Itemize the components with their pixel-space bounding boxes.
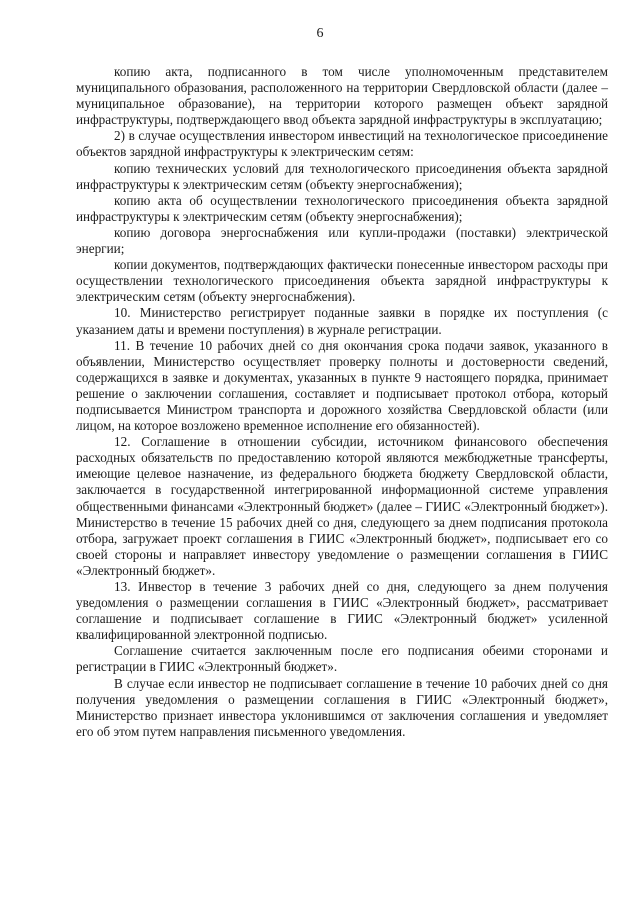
paragraph-tech-conditions: копию технических условий для технологического присоединения объекта зарядной инфраструктуры к электрическим сетям (объекту энергоснабжения);	[76, 160, 608, 192]
paragraph-act-copy: копию акта, подписанного в том числе уполномоченным представителем муниципального образования, расположенного на территории Свердловской области (далее – муниципальное образование), на территории которого размещен объект зарядной инфраструктуры, подтверждающего ввод объекта зарядной инфраструктуры в эксплуатацию;	[76, 64, 608, 128]
document-body	[76, 64, 608, 740]
page-number: 6	[316, 26, 324, 41]
paragraph-connection-act: копию акта об осуществлении технологического присоединения объекта зарядной инфраструктуры к электрическим сетям (объекту энергоснабжения);	[76, 192, 608, 224]
paragraph-supply-contract: копию договора энергоснабжения или купли-продажи (поставки) электрической энергии;	[76, 224, 608, 257]
paragraph-clause-11: 11. В течение 10 рабочих дней со дня окончания срока подачи заявок, указанного в объявлении, Министерство осуществляет проверку полноты и достоверности сведений, содержащихся в заявке и документах, указанных в пункте 9 настоящего порядка, принимает решение о заключении соглашения, составляет и подписывает протокол отбора, который подписывается Министром транспорта и дорожного хозяйства Свердловской области (или лицом, на которое возложено временное исполнение его обязанностей).	[76, 337, 608, 434]
paragraph-expense-documents: копии документов, подтверждающих фактически понесенные инвестором расходы при осуществлении технологического присоединения объекта зарядной инфраструктуры к электрическим сетям (объекту энергоснабжения).	[76, 257, 608, 305]
paragraph-item-2: 2) в случае осуществления инвестором инвестиций на технологическое присоединение объектов зарядной инфраструктуры к электрическим сетям:	[76, 128, 608, 160]
paragraph-agreement-concluded: Соглашение считается заключенным после его подписания обеими сторонами и регистрации в ГИИС «Электронный бюджет».	[76, 643, 608, 675]
paragraph-investor-evasion: В случае если инвестор не подписывает соглашение в течение 10 рабочих дней со дня получения уведомления о размещении соглашения в ГИИС «Электронный бюджет», Министерство признает инвестора уклонившимся от заключения соглашения и уведомляет его об этом путем направления письменного уведомления.	[76, 675, 608, 739]
paragraph-clause-13: 13. Инвестор в течение 3 рабочих дней со дня, следующего за днем получения уведомления о размещении соглашения в ГИИС «Электронный бюджет», рассматривает соглашение и подписывает соглашение в ГИИС «Электронный бюджет» усиленной квалифицированной электронной подписью.	[76, 579, 608, 643]
paragraph-clause-12: 12. Соглашение в отношении субсидии, источником финансового обеспечения расходных обязательств по предоставлению которой являются межбюджетные трансферты, имеющие целевое назначение, из федерального бюджета бюджету Свердловской области, заключается в государственной интегрированной информационной системе управления общественными финансами «Электронный бюджет» (далее – ГИИС «Электронный бюджет»). Министерство в течение 15 рабочих дней со дня, следующего за днем подписания протокола отбора, загружает проект соглашения в ГИИС «Электронный бюджет», подписывает его со своей стороны и направляет инвестору уведомление о размещении соглашения в ГИИС «Электронный бюджет».	[76, 434, 608, 578]
paragraph-clause-10: 10. Министерство регистрирует поданные заявки в порядке их поступления (с указанием даты и времени поступления) в журнале регистрации.	[76, 305, 608, 337]
